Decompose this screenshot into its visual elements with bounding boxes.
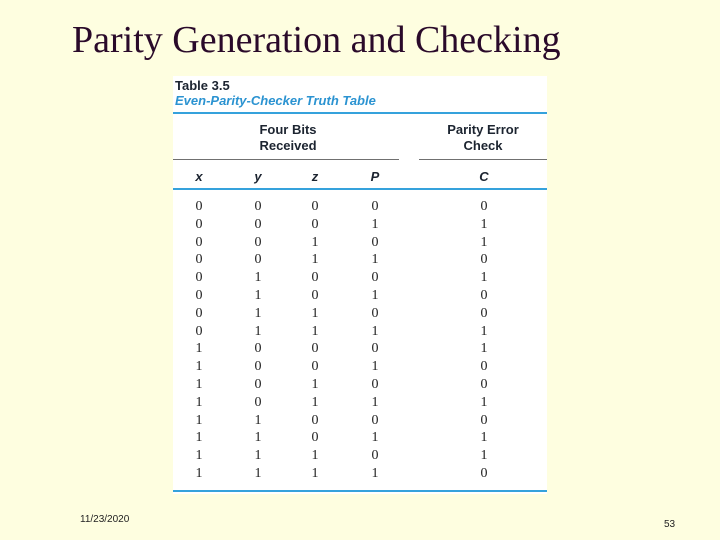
cell-y: 0: [254, 252, 262, 268]
table-row: [173, 394, 547, 412]
cell-c: 1: [480, 430, 488, 446]
cell-c: 0: [480, 359, 488, 375]
cell-x: 0: [195, 234, 203, 250]
cell-x: 0: [195, 252, 203, 268]
cell-c: 1: [480, 270, 488, 286]
cell-y: 1: [254, 465, 262, 481]
column-header-y: y: [254, 169, 262, 184]
column-header-c: C: [479, 169, 489, 184]
cell-p: 1: [371, 465, 379, 481]
cell-z: 0: [311, 270, 319, 286]
cell-c: 1: [480, 216, 488, 232]
cell-c: 1: [480, 448, 488, 464]
cell-p: 1: [371, 252, 379, 268]
cell-x: 0: [195, 270, 203, 286]
cell-c: 0: [480, 252, 488, 268]
cell-x: 0: [195, 287, 203, 303]
cell-x: 1: [195, 448, 203, 464]
slide-title: Parity Generation and Checking: [72, 19, 561, 61]
cell-c: 0: [480, 305, 488, 321]
table-row: [173, 251, 547, 269]
cell-p: 0: [371, 341, 379, 357]
table-row: [173, 216, 547, 234]
table-label: Table 3.5: [175, 78, 230, 93]
cell-c: 1: [480, 323, 488, 339]
cell-y: 1: [254, 323, 262, 339]
cell-x: 1: [195, 376, 203, 392]
page-number: 53: [664, 519, 676, 530]
group-header-four-bits-line1: Four Bits: [259, 122, 317, 137]
cell-y: 1: [254, 412, 262, 428]
table-row: [173, 287, 547, 305]
group-header-parity-error: [425, 122, 541, 154]
bottom-rule: [173, 490, 547, 492]
cell-z: 1: [311, 376, 319, 392]
cell-x: 0: [195, 199, 203, 214]
cell-c: 0: [480, 465, 488, 481]
cell-z: 1: [311, 323, 319, 339]
cell-p: 1: [371, 216, 379, 232]
cell-p: 1: [371, 394, 379, 410]
cell-z: 0: [311, 216, 319, 232]
table-row: [173, 305, 547, 323]
table-row: [173, 429, 547, 447]
cell-x: 0: [195, 216, 203, 232]
table-body: [173, 198, 547, 483]
group-rule-right: [419, 159, 547, 160]
cell-p: 1: [371, 359, 379, 375]
cell-p: 1: [371, 430, 379, 446]
cell-x: 1: [195, 465, 203, 481]
cell-z: 1: [311, 394, 319, 410]
table-row: [173, 465, 547, 483]
column-header-p: P: [370, 169, 380, 184]
cell-p: 0: [371, 234, 379, 250]
cell-x: 1: [195, 359, 203, 375]
group-rule-left: [173, 159, 399, 160]
cell-y: 1: [254, 305, 262, 321]
cell-y: 0: [254, 394, 262, 410]
cell-y: 0: [254, 199, 262, 214]
cell-p: 0: [371, 305, 379, 321]
table-row: [173, 198, 547, 216]
cell-p: 0: [371, 199, 379, 214]
cell-z: 1: [311, 252, 319, 268]
cell-z: 1: [311, 305, 319, 321]
cell-z: 0: [311, 199, 319, 214]
table-row: [173, 323, 547, 341]
cell-c: 0: [480, 287, 488, 303]
cell-y: 0: [254, 234, 262, 250]
cell-x: 0: [195, 305, 203, 321]
cell-p: 0: [371, 376, 379, 392]
cell-z: 1: [311, 234, 319, 250]
group-header-four-bits-line2: Received: [259, 138, 317, 153]
table-row: [173, 234, 547, 252]
cell-z: 0: [311, 287, 319, 303]
cell-z: 1: [311, 465, 319, 481]
cell-c: 0: [480, 376, 488, 392]
cell-c: 1: [480, 394, 488, 410]
cell-y: 1: [254, 287, 262, 303]
table-row: [173, 358, 547, 376]
cell-z: 0: [311, 359, 319, 375]
cell-y: 1: [254, 448, 262, 464]
cell-z: 1: [311, 448, 319, 464]
table-row: [173, 447, 547, 465]
truth-table-panel: [173, 76, 547, 494]
table-row: [173, 376, 547, 394]
table-row: [173, 269, 547, 287]
header-rule: [173, 188, 547, 190]
table-caption: Even-Parity-Checker Truth Table: [175, 93, 376, 108]
cell-c: 1: [480, 234, 488, 250]
cell-y: 0: [254, 359, 262, 375]
cell-y: 0: [254, 341, 262, 357]
cell-y: 1: [254, 430, 262, 446]
table-row: [173, 340, 547, 358]
cell-p: 1: [371, 287, 379, 303]
cell-y: 0: [254, 216, 262, 232]
cell-p: 0: [371, 412, 379, 428]
cell-x: 1: [195, 412, 203, 428]
footer-date: 11/23/2020: [80, 514, 130, 525]
cell-p: 0: [371, 270, 379, 286]
cell-y: 1: [254, 270, 262, 286]
cell-c: 0: [480, 199, 488, 214]
cell-p: 0: [371, 448, 379, 464]
cell-x: 1: [195, 394, 203, 410]
group-header-four-bits: [223, 122, 353, 154]
column-header-x: x: [195, 169, 203, 184]
top-rule: [173, 112, 547, 114]
cell-x: 0: [195, 323, 203, 339]
cell-z: 0: [311, 412, 319, 428]
group-header-parity-error-line2: Check: [463, 138, 503, 153]
table-row: [173, 412, 547, 430]
cell-c: 0: [480, 412, 488, 428]
cell-z: 0: [311, 341, 319, 357]
cell-z: 0: [311, 430, 319, 446]
cell-p: 1: [371, 323, 379, 339]
cell-x: 1: [195, 430, 203, 446]
cell-x: 1: [195, 341, 203, 357]
cell-c: 1: [480, 341, 488, 357]
column-header-z: z: [311, 169, 319, 184]
cell-y: 0: [254, 376, 262, 392]
group-header-parity-error-line1: Parity Error: [447, 122, 519, 137]
